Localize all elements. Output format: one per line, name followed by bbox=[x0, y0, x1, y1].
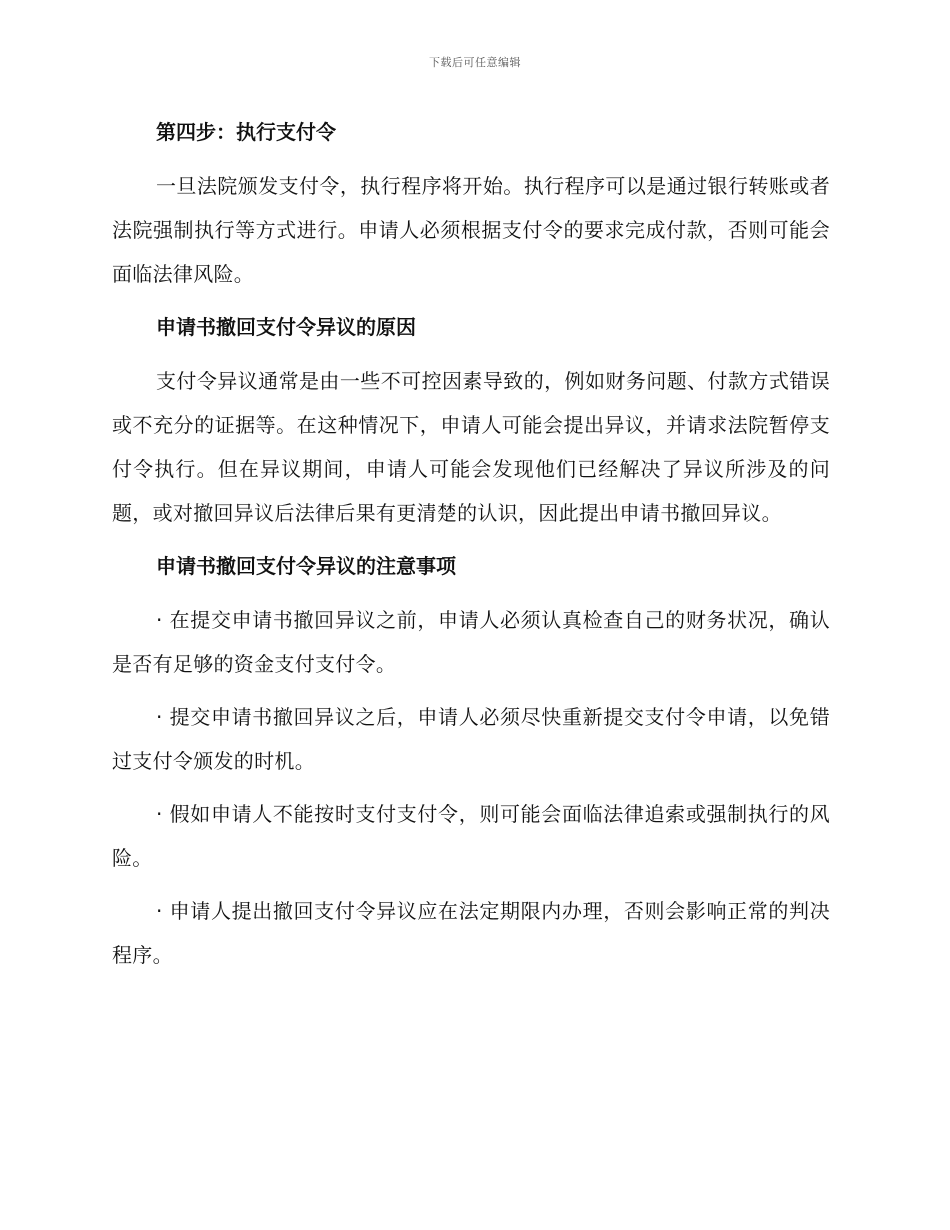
paragraph-step4: 一旦法院颁发支付令，执行程序将开始。执行程序可以是通过银行转账或者法院强制执行等方式进行。申请人必须根据支付令的要求完成付款，否则可能会面临法律风险。 bbox=[112, 174, 830, 286]
document-body bbox=[112, 110, 830, 986]
note-item-2: · 提交申请书撤回异议之后，申请人必须尽快重新提交支付令申请，以免错过支付令颁发的时机。 bbox=[112, 705, 830, 773]
note-item-4: · 申请人提出撤回支付令异议应在法定期限内办理，否则会影响正常的判决程序。 bbox=[112, 899, 830, 967]
paragraph-reasons: 支付令异议通常是由一些不可控因素导致的，例如财务问题、付款方式错误或不充分的证据等。在这种情况下，申请人可能会提出异议，并请求法院暂停支付令执行。但在异议期间，申请人可能会发现他们已经解决了异议所涉及的问题，或对撤回异议后法律后果有更清楚的认识，因此提出申请书撤回异议。 bbox=[112, 369, 830, 525]
section-heading-step4: 第四步：执行支付令 bbox=[156, 120, 336, 144]
page-header: 下载后可任意编辑 bbox=[429, 56, 521, 69]
note-item-1: · 在提交申请书撤回异议之前，申请人必须认真检查自己的财务状况，确认是否有足够的资金支付支付令。 bbox=[112, 608, 830, 676]
section-heading-notes: 申请书撤回支付令异议的注意事项 bbox=[156, 554, 456, 578]
section-heading-reasons: 申请书撤回支付令异议的原因 bbox=[156, 315, 416, 339]
note-item-3: · 假如申请人不能按时支付支付令，则可能会面临法律追索或强制执行的风险。 bbox=[112, 802, 830, 870]
